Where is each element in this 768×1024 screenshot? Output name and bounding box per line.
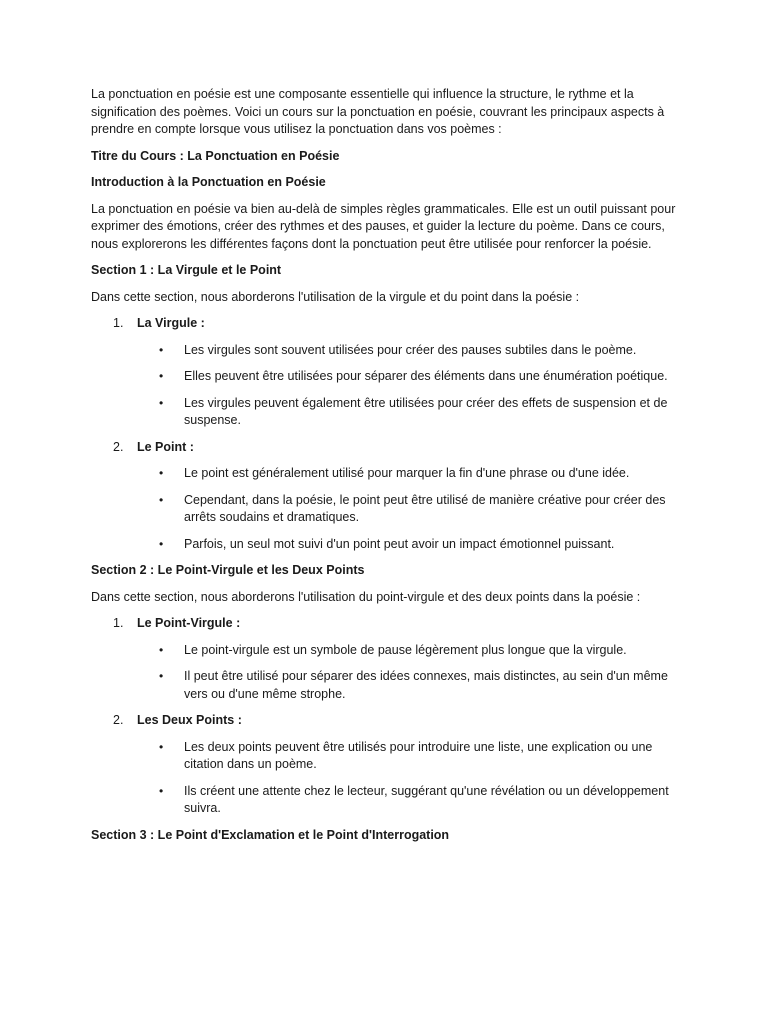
bullet-item xyxy=(137,668,681,703)
item-number: 1. xyxy=(113,316,124,330)
bullet-text: Les virgules sont souvent utilisées pour créer des pauses subtiles dans le poème. xyxy=(184,342,637,357)
bullet-list xyxy=(137,642,681,704)
section-2-heading: Section 2 : Le Point-Virgule et les Deux Points xyxy=(91,563,365,577)
bullet-text: Le point-virgule est un symbole de pause légèrement plus longue que la virgule. xyxy=(184,642,627,657)
section-2-list xyxy=(91,615,681,818)
section-3-heading: Section 3 : Le Point d'Exclamation et le Point d'Interrogation xyxy=(91,827,450,842)
bullet-icon: • xyxy=(159,492,164,507)
bullet-item xyxy=(137,395,681,430)
introduction-paragraph: La ponctuation en poésie va bien au-delà de simples règles grammaticales. Elle est un outil puissant pour exprimer des émotions, créer des rythmes et des pauses, et guider la lecture du poème. Dans ce cours, nous explorerons les différentes façons dont la ponctuation peut être utilisée pour renforcer la poésie. xyxy=(91,201,676,251)
bullet-list xyxy=(137,739,681,818)
bullet-item xyxy=(137,783,681,818)
bullet-list xyxy=(137,342,681,430)
bullet-item xyxy=(137,368,681,386)
section-1-list xyxy=(91,315,681,553)
course-title: Titre du Cours : La Ponctuation en Poésie xyxy=(91,148,340,163)
item-title: Le Point-Virgule : xyxy=(137,616,241,630)
section-2-text: Dans cette section, nous aborderons l'utilisation du point-virgule et des deux points dans la poésie : xyxy=(91,589,641,604)
bullet-icon: • xyxy=(159,739,164,754)
document-page xyxy=(91,86,681,853)
bullet-text: Le point est généralement utilisé pour marquer la fin d'une phrase ou d'une idée. xyxy=(184,466,630,480)
item-number: 2. xyxy=(113,439,124,454)
bullet-text: Il peut être utilisé pour séparer des idées connexes, mais distinctes, au sein d'un même vers ou d'une même strophe. xyxy=(184,669,668,701)
bullet-text: Parfois, un seul mot suivi d'un point peut avoir un impact émotionnel puissant. xyxy=(184,536,615,551)
bullet-icon: • xyxy=(159,536,164,551)
bullet-item xyxy=(137,465,681,483)
item-title: La Virgule : xyxy=(137,316,205,330)
bullet-icon: • xyxy=(159,783,164,798)
list-item-virgule xyxy=(91,315,681,430)
item-title: Le Point : xyxy=(137,439,194,454)
bullet-text: Ils créent une attente chez le lecteur, suggérant qu'une révélation ou un développement suivra. xyxy=(184,783,669,815)
bullet-icon: • xyxy=(159,342,164,357)
introduction-heading: Introduction à la Ponctuation en Poésie xyxy=(91,175,326,189)
bullet-icon: • xyxy=(159,642,164,657)
item-number: 1. xyxy=(113,616,124,630)
bullet-list xyxy=(137,465,681,553)
bullet-text: Les virgules peuvent également être utilisées pour créer des effets de suspension et de suspense. xyxy=(184,395,668,427)
list-item-deux-points xyxy=(91,712,681,818)
item-title: Les Deux Points : xyxy=(137,713,242,727)
list-item-point-virgule xyxy=(91,615,681,703)
bullet-icon: • xyxy=(159,395,164,410)
bullet-text: Elles peuvent être utilisées pour séparer des éléments dans une énumération poétique. xyxy=(184,369,668,383)
bullet-item xyxy=(137,492,681,527)
bullet-item xyxy=(137,342,681,360)
list-item-point xyxy=(91,439,681,554)
bullet-icon: • xyxy=(159,669,164,683)
section-1-heading: Section 1 : La Virgule et le Point xyxy=(91,263,282,277)
bullet-item xyxy=(137,642,681,660)
bullet-text: Les deux points peuvent être utilisés pour introduire une liste, une explication ou une citation dans un poème. xyxy=(184,739,653,771)
bullet-text: Cependant, dans la poésie, le point peut être utilisé de manière créative pour créer des arrêts soudains et dramatiques. xyxy=(184,492,666,524)
item-number: 2. xyxy=(113,713,124,727)
bullet-icon: • xyxy=(159,466,164,480)
bullet-item xyxy=(137,739,681,774)
bullet-item xyxy=(137,536,681,554)
section-1-text: Dans cette section, nous aborderons l'utilisation de la virgule et du point dans la poésie : xyxy=(91,289,580,304)
intro-paragraph: La ponctuation en poésie est une composante essentielle qui influence la structure, le rythme et la signification des poèmes. Voici un cours sur la ponctuation en poésie, couvrant les principaux aspects à prendre en compte lorsque vous utilisez la ponctuation dans vos poèmes : xyxy=(91,87,665,136)
bullet-icon: • xyxy=(159,369,164,383)
